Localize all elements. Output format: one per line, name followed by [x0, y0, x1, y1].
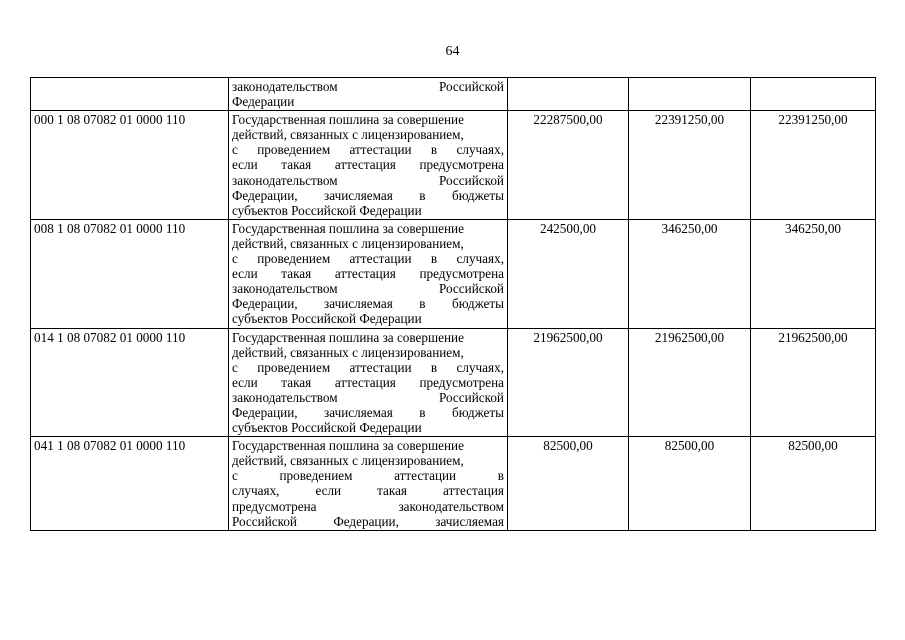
description-word: предусмотрена — [419, 266, 504, 282]
description-word: Федерации, — [333, 513, 399, 529]
description-line — [232, 142, 504, 157]
value-cell-empty — [508, 78, 629, 111]
description-line — [232, 438, 504, 453]
amount-v1-cell: 22287500,00 — [508, 111, 629, 220]
description-line — [232, 112, 504, 127]
description-word: законодательством — [232, 79, 338, 94]
description-word: Государственная пошлина за совершение — [232, 112, 464, 128]
description-line — [232, 281, 504, 296]
description-word: в — [419, 187, 426, 203]
description-word: аттестация — [334, 374, 396, 390]
description-word: зачисляемая — [435, 513, 504, 529]
amount-v2-cell: 21962500,00 — [629, 328, 751, 437]
description-word: случаях, — [456, 142, 504, 158]
amount-v1-cell: 21962500,00 — [508, 328, 629, 437]
description-word: действий, связанных с лицензированием, — [232, 453, 464, 469]
amount-v3-cell: 21962500,00 — [751, 328, 876, 437]
description-word: в — [497, 468, 504, 484]
description-word: проведением — [257, 251, 331, 267]
description-word: предусмотрена — [232, 498, 317, 514]
description-line — [232, 203, 504, 218]
budget-code-cell: 008 1 08 07082 01 0000 110 — [31, 219, 229, 328]
continuation-row — [31, 78, 876, 111]
code-cell-empty — [31, 78, 229, 111]
description-cell — [229, 78, 508, 111]
description-line — [232, 94, 504, 109]
description-word: предусмотрена — [419, 374, 504, 390]
description-cell — [229, 437, 508, 531]
description-word: субъектов Российской Федерации — [232, 311, 422, 327]
description-word: проведением — [257, 359, 331, 375]
description-line — [232, 173, 504, 188]
description-word: если — [232, 157, 258, 173]
amount-v1-cell: 82500,00 — [508, 437, 629, 531]
description-word: предусмотрена — [419, 157, 504, 173]
description-word: Государственная пошлина за совершение — [232, 329, 464, 345]
description-word: субъектов Российской Федерации — [232, 420, 422, 436]
amount-v2-cell: 82500,00 — [629, 437, 751, 531]
description-word: если — [232, 266, 258, 282]
description-word: действий, связанных с лицензированием, — [232, 235, 464, 251]
description-word: случаях, — [232, 483, 280, 499]
description-word: аттестация — [442, 483, 504, 499]
amount-v2-cell: 346250,00 — [629, 219, 751, 328]
page-number: 64 — [445, 44, 460, 59]
description-word: аттестации — [349, 359, 412, 375]
description-word: такая — [281, 157, 312, 173]
description-line — [232, 157, 504, 172]
description-line — [232, 468, 504, 483]
description-word: зачисляемая — [324, 187, 393, 203]
description-line — [232, 266, 504, 281]
amount-v3-cell: 22391250,00 — [751, 111, 876, 220]
description-word: аттестации — [349, 251, 412, 267]
table-row — [31, 111, 876, 220]
description-word: бюджеты — [451, 404, 504, 420]
description-line — [232, 360, 504, 375]
description-line — [232, 420, 504, 435]
description-word: такая — [281, 266, 312, 282]
description-word: действий, связанных с лицензированием, — [232, 344, 464, 360]
amount-v3-cell: 346250,00 — [751, 219, 876, 328]
description-line — [232, 221, 504, 236]
description-word: субъектов Российской Федерации — [232, 202, 422, 218]
budget-revenue-table — [30, 77, 876, 531]
description-line — [232, 330, 504, 345]
description-line — [232, 390, 504, 405]
description-line — [232, 499, 504, 514]
description-cell — [229, 219, 508, 328]
description-word: зачисляемая — [324, 296, 393, 312]
table-row — [31, 219, 876, 328]
description-word: бюджеты — [451, 296, 504, 312]
description-word: Российской — [232, 513, 297, 529]
description-word: если — [232, 374, 258, 390]
amount-v2-cell: 22391250,00 — [629, 111, 751, 220]
description-word: такая — [281, 374, 312, 390]
amount-v1-cell: 242500,00 — [508, 219, 629, 328]
value-cell-empty — [751, 78, 876, 111]
description-line — [232, 453, 504, 468]
description-word: аттестации — [349, 142, 412, 158]
description-cell — [229, 111, 508, 220]
description-line — [232, 311, 504, 326]
description-line — [232, 405, 504, 420]
description-cell — [229, 328, 508, 437]
description-word: с — [232, 468, 238, 484]
description-word: если — [315, 483, 342, 499]
description-word: законодательством — [232, 172, 338, 188]
description-word: с — [232, 142, 238, 158]
description-word: в — [430, 251, 438, 267]
budget-code-cell: 041 1 08 07082 01 0000 110 — [31, 437, 229, 531]
description-word: в — [419, 296, 426, 312]
description-line — [232, 251, 504, 266]
description-line — [232, 345, 504, 360]
description-word: такая — [377, 483, 407, 499]
amount-v3-cell: 82500,00 — [751, 437, 876, 531]
description-word: случаях, — [456, 251, 504, 267]
description-word: в — [430, 142, 438, 158]
description-word: Государственная пошлина за совершение — [232, 438, 464, 454]
description-word: в — [430, 359, 438, 375]
description-word: проведением — [257, 142, 331, 158]
description-line — [232, 483, 504, 498]
description-word: зачисляемая — [324, 404, 393, 420]
description-line — [232, 375, 504, 390]
description-word: Государственная пошлина за совершение — [232, 220, 464, 236]
description-word: законодательством — [232, 389, 338, 405]
description-word: проведением — [279, 468, 353, 484]
description-word: Российской — [439, 172, 504, 188]
description-line — [232, 514, 504, 529]
description-word: Федерации, — [232, 404, 298, 420]
value-cell-empty — [629, 78, 751, 111]
description-word: Федерации, — [232, 296, 298, 312]
budget-code-cell: 014 1 08 07082 01 0000 110 — [31, 328, 229, 437]
description-word: законодательством — [232, 281, 338, 297]
description-word: с — [232, 359, 238, 375]
description-word: Российской — [439, 281, 504, 297]
description-word: действий, связанных с лицензированием, — [232, 127, 464, 143]
description-word: с — [232, 251, 238, 267]
description-line — [232, 79, 504, 94]
table-row — [31, 437, 876, 531]
description-word: бюджеты — [451, 187, 504, 203]
description-word: аттестация — [334, 157, 396, 173]
description-word: Российской — [439, 79, 504, 94]
description-word: в — [419, 404, 426, 420]
description-line — [232, 127, 504, 142]
table-row — [31, 328, 876, 437]
description-word: Российской — [439, 389, 504, 405]
description-word: случаях, — [456, 359, 504, 375]
description-line — [232, 296, 504, 311]
description-word: законодательством — [398, 498, 504, 514]
description-word: Федерации, — [232, 187, 298, 203]
description-word: аттестация — [334, 266, 396, 282]
budget-code-cell: 000 1 08 07082 01 0000 110 — [31, 111, 229, 220]
description-word: Федерации — [232, 94, 295, 110]
description-line — [232, 236, 504, 251]
description-word: аттестации — [394, 468, 457, 484]
description-line — [232, 188, 504, 203]
